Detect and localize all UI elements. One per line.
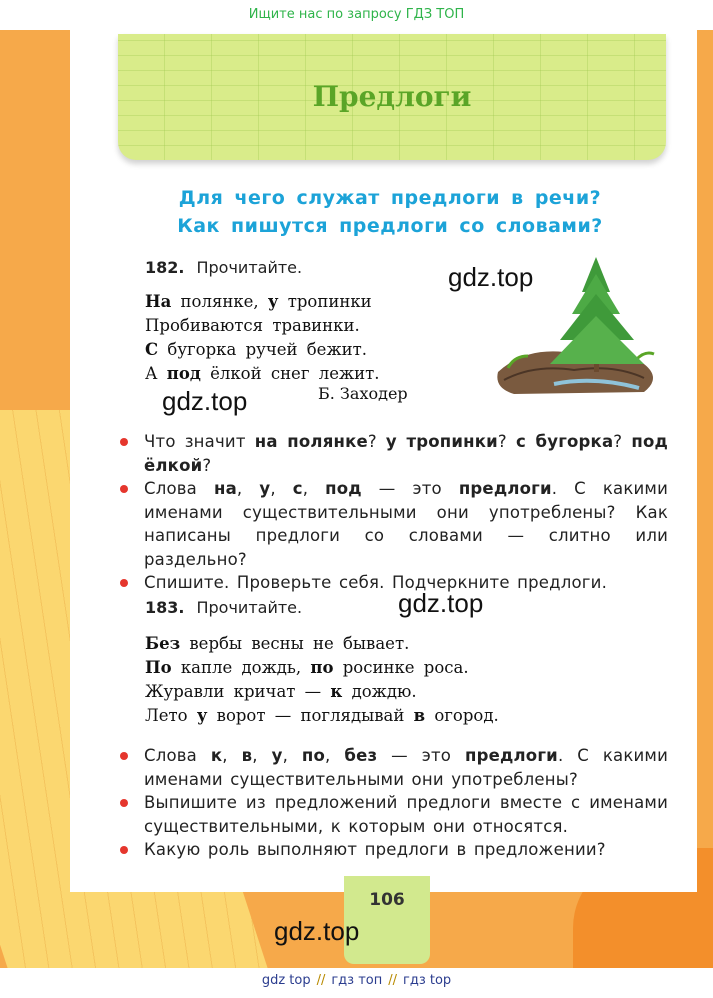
bullet-icon (120, 579, 128, 587)
exercise-183-header (145, 598, 302, 617)
bullet-icon (120, 485, 128, 493)
exercise-182-header (145, 258, 302, 277)
poem-line: На полянке, у тропинки (145, 292, 372, 311)
task-item: Выпишите из предложений предлоги вместе с именами существительными, к которым они относятся. (118, 791, 668, 838)
question-line-2: Как пишутся предлоги со словами? (177, 215, 603, 237)
watermark: gdz.top (274, 916, 360, 946)
exercise-instruction: Прочитайте. (196, 598, 303, 617)
bottom-links (0, 968, 713, 998)
footer-link-3[interactable]: гдз top (403, 973, 452, 988)
footer-link-1[interactable]: gdz top (261, 973, 311, 988)
bullet-icon (120, 799, 128, 807)
poem-line: А под ёлкой снег лежит. (145, 364, 380, 383)
bullet-icon (120, 752, 128, 760)
header-tab (118, 34, 666, 160)
footer-link-2[interactable]: гдз топ (331, 973, 383, 988)
separator: // (388, 973, 397, 988)
exercise-183-poem (145, 632, 499, 728)
exercise-183-tasks (118, 744, 668, 862)
task-item: Слова к, в, у, по, без — это предлоги. С какими именами существительными они употреблены? (118, 744, 668, 791)
poem-line: Журавли кричат — к дождю. (145, 682, 417, 701)
poem-line: Пробиваются травинки. (145, 316, 360, 335)
poem-line: Без вербы весны не бывает. (145, 634, 410, 653)
separator: // (316, 973, 326, 988)
question-line-1: Для чего служат предлоги в речи? (178, 187, 602, 209)
bullet-icon (120, 438, 128, 446)
top-banner[interactable]: Ищите нас по запросу ГДЗ ТОП (248, 7, 465, 22)
poem-line: Лето у ворот — поглядывай в огород. (145, 706, 499, 725)
poem-line: По капле дождь, по росинке роса. (145, 658, 469, 677)
task-item: Что значит на полянке? у тропинки? с бугорка? под ёлкой? (118, 430, 668, 477)
watermark: gdz.top (398, 588, 484, 618)
task-item: Спишите. Проверьте себя. Подчеркните предлоги. (118, 571, 668, 595)
watermark: gdz.top (448, 262, 534, 292)
page-title: Предлоги (312, 80, 472, 113)
poem-author: Б. Заходер (318, 384, 408, 403)
exercise-number: 182. (145, 258, 185, 277)
exercise-182-tasks (118, 430, 668, 595)
task-item: Слова на, у, с, под — это предлоги. С какими именами существительными они употреблены? Как написаны предлоги со словами — слитно или раздельно? (118, 477, 668, 571)
poem-line: С бугорка ручей бежит. (145, 340, 367, 359)
task-item: Какую роль выполняют предлоги в предложении? (118, 838, 668, 862)
lesson-questions (110, 184, 670, 240)
watermark: gdz.top (162, 386, 248, 416)
bullet-icon (120, 846, 128, 854)
exercise-182-poem (145, 290, 380, 386)
exercise-instruction: Прочитайте. (196, 258, 303, 277)
exercise-number: 183. (145, 598, 185, 617)
page-number: 106 (369, 890, 405, 910)
